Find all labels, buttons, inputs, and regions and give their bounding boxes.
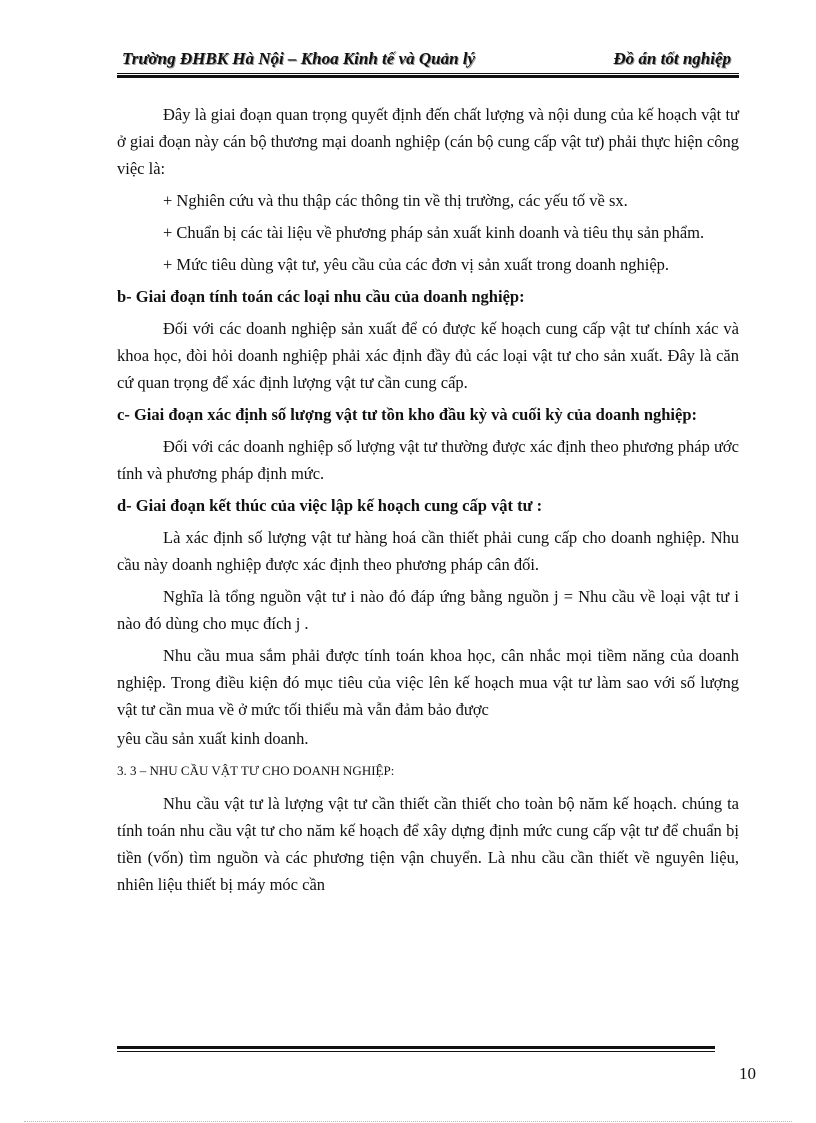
page-body — [117, 101, 739, 903]
header-rule — [117, 73, 739, 74]
paragraph: Đây là giai đoạn quan trọng quyết định đến chất lượng và nội dung của kế hoạch vật tư ở giai đoạn này cán bộ thương mại doanh nghiệp (cán bộ cung cấp vật tư) phải thực hiện công việc là: — [117, 105, 739, 178]
paragraph: Nghĩa là tổng nguồn vật tư i nào đó đáp ứng bằng nguồn j = Nhu cầu về loại vật tư i nào đó dùng cho mục đích j . — [117, 587, 739, 633]
paragraph: Nhu cầu mua sắm phải được tính toán khoa học, cân nhắc mọi tiềm năng của doanh nghiệp. Trong điều kiện đó mục tiêu của việc lên kế hoạch mua vật tư làm sao với số lượng vật tư cần mua về ở mức tối thiểu mà vẫn đảm bảo được — [117, 646, 739, 719]
footer-rule — [117, 1051, 715, 1052]
paragraph: Là xác định số lượng vật tư hàng hoá cần thiết phải cung cấp cho doanh nghiệp. Nhu cầu này doanh nghiệp được xác định theo phương pháp cân đối. — [117, 528, 739, 574]
section-heading-d: d- Giai đoạn kết thúc của việc lập kế hoạch cung cấp vật tư : — [117, 496, 543, 515]
page-header — [117, 46, 739, 74]
paragraph: Đối với các doanh nghiệp sản xuất để có được kế hoạch cung cấp vật tư chính xác và khoa học, đòi hỏi doanh nghiệp phải xác định đầy đủ các loại vật tư cho sản xuất. Đây là căn cứ quan trọng để xác định lượng vật tư cần cung cấp. — [117, 319, 739, 392]
paragraph: + Chuẩn bị các tài liệu về phương pháp sản xuất kinh doanh và tiêu thụ sản phẩm. — [163, 223, 705, 242]
section-heading-3-3: 3. 3 – NHU CẦU VẬT TƯ CHO DOANH NGHIỆP: — [117, 763, 395, 778]
paragraph: Nhu cầu vật tư là lượng vật tư cần thiết cần thiết cho toàn bộ năm kế hoạch. chúng ta tính toán nhu cầu vật tư cho năm kế hoạch để xây dựng định mức cung cấp vật tư để chuẩn bị tiền (vốn) tìm nguồn và các phương tiện vận chuyển. Là nhu cầu cần thiết về nguyên liệu, nhiên liệu thiết bị máy móc cần — [117, 794, 739, 894]
page-edge-divider — [24, 1121, 792, 1122]
page-number: 10 — [739, 1064, 756, 1083]
section-heading-c: c- Giai đoạn xác định số lượng vật tư tồn kho đầu kỳ và cuối kỳ của doanh nghiệp: — [117, 405, 697, 424]
header-school: Trường ĐHBK Hà Nội – Khoa Kinh tế và Quản lý — [122, 49, 476, 68]
header-rule-thick — [117, 75, 739, 78]
header-title: Đồ án tốt nghiệp — [613, 49, 731, 68]
section-heading-b: b- Giai đoạn tính toán các loại nhu cầu của doanh nghiệp: — [117, 287, 525, 306]
footer-rule-thick — [117, 1046, 715, 1049]
paragraph: + Nghiên cứu và thu thập các thông tin về thị trường, các yếu tố về sx. — [163, 191, 628, 210]
paragraph: yêu cầu sản xuất kinh doanh. — [117, 729, 309, 748]
paragraph: + Mức tiêu dùng vật tư, yêu cầu của các đơn vị sản xuất trong doanh nghiệp. — [163, 255, 670, 274]
paragraph: Đối với các doanh nghiệp số lượng vật tư thường được xác định theo phương pháp ước tính và phương pháp định mức. — [117, 437, 739, 483]
